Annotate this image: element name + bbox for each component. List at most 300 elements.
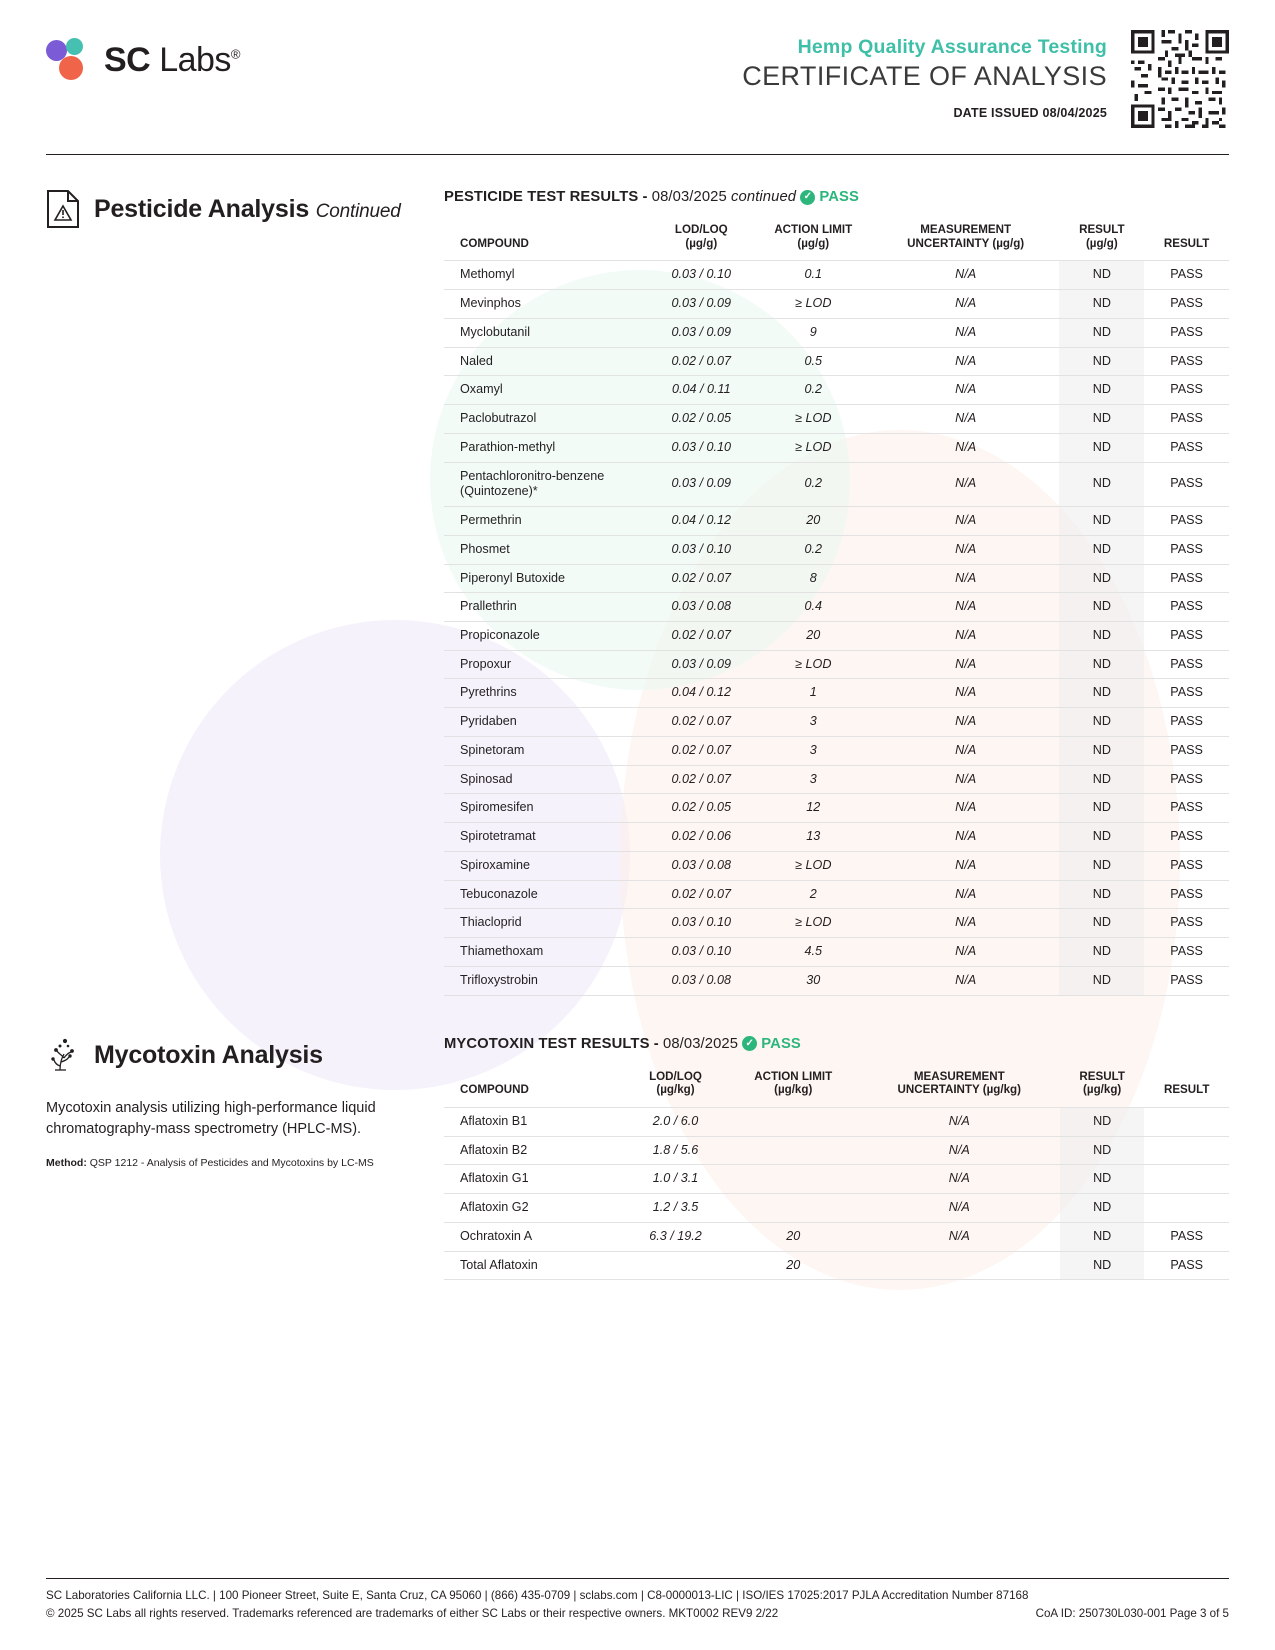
cell-measurement-uncertainty: N/A — [872, 823, 1060, 852]
table-row — [444, 507, 1229, 536]
cell-action-limit: ≥ LOD — [755, 650, 872, 679]
cell-measurement-uncertainty: N/A — [872, 376, 1060, 405]
mycotoxin-status-badge — [742, 1036, 801, 1052]
cell-lod-loq: 0.02 / 0.07 — [648, 708, 755, 737]
cell-result-status: PASS — [1144, 880, 1229, 909]
cell-action-limit: 20 — [755, 507, 872, 536]
cell-measurement-uncertainty: N/A — [872, 880, 1060, 909]
cell-result-status: PASS — [1144, 1251, 1229, 1280]
table-row — [444, 1251, 1229, 1280]
cell-compound: Tebuconazole — [444, 880, 648, 909]
cell-measurement-uncertainty: N/A — [872, 938, 1060, 967]
cell-compound: Propiconazole — [444, 621, 648, 650]
table-row — [444, 535, 1229, 564]
cell-action-limit: 9 — [755, 318, 872, 347]
cell-measurement-uncertainty: N/A — [872, 261, 1060, 290]
mycotoxin-results-table — [444, 1066, 1229, 1281]
cell-action-limit: 0.4 — [755, 593, 872, 622]
col-compound: COMPOUND — [460, 236, 529, 250]
cell-lod-loq: 0.03 / 0.10 — [648, 261, 755, 290]
cell-result-status: PASS — [1144, 794, 1229, 823]
table-row — [444, 966, 1229, 995]
cell-compound: Piperonyl Butoxide — [444, 564, 648, 593]
table-row — [444, 290, 1229, 319]
cell-result-status: PASS — [1144, 462, 1229, 506]
cell-result-status: PASS — [1144, 290, 1229, 319]
check-circle-icon: ✓ — [742, 1036, 757, 1051]
cell-action-limit: ≥ LOD — [755, 433, 872, 462]
table-header-row — [444, 1066, 1229, 1108]
cell-action-limit: 12 — [755, 794, 872, 823]
footer-line-2 — [46, 1605, 1229, 1622]
cell-lod-loq: 0.02 / 0.07 — [648, 347, 755, 376]
cell-measurement-uncertainty: N/A — [859, 1107, 1060, 1136]
cell-measurement-uncertainty: N/A — [859, 1165, 1060, 1194]
table-row — [444, 851, 1229, 880]
cell-compound: Aflatoxin G2 — [444, 1194, 623, 1223]
cell-lod-loq: 0.03 / 0.09 — [648, 318, 755, 347]
cell-action-limit: ≥ LOD — [755, 405, 872, 434]
cell-action-limit: 8 — [755, 564, 872, 593]
cell-action-limit: 0.2 — [755, 462, 872, 506]
sc-labs-logo-icon — [46, 38, 92, 82]
cell-result-value: ND — [1059, 880, 1144, 909]
pesticide-status-text: PASS — [819, 189, 859, 206]
mycotoxin-section — [46, 1036, 1229, 1281]
pesticide-status-badge — [800, 189, 859, 205]
cell-result-status: PASS — [1144, 621, 1229, 650]
page-header — [46, 0, 1229, 142]
cell-result-value: ND — [1059, 261, 1144, 290]
cell-compound: Thiamethoxam — [444, 938, 648, 967]
footer-address: SC Laboratories California LLC. | 100 Pioneer Street, Suite E, Santa Cruz, CA 95060 | (866) 435-0709 | sclabs.com | C8-0000013-LIC | ISO/IES 17025:2017 PJLA Accreditation Number 87168 — [46, 1589, 1029, 1603]
pesticide-section — [46, 189, 1229, 996]
cell-lod-loq: 0.03 / 0.09 — [648, 290, 755, 319]
cell-measurement-uncertainty: N/A — [872, 765, 1060, 794]
pesticide-results-header — [444, 189, 1229, 205]
table-row — [444, 708, 1229, 737]
cell-lod-loq: 0.03 / 0.09 — [648, 462, 755, 506]
footer-copyright: © 2025 SC Labs all rights reserved. Trademarks referenced are trademarks of either SC Labs or their respective owners. MKT0002 REV9 2/22 — [46, 1606, 779, 1620]
cell-result-value: ND — [1059, 376, 1144, 405]
cell-result-value: ND — [1059, 736, 1144, 765]
cell-compound: Oxamyl — [444, 376, 648, 405]
brand-wordmark — [104, 41, 240, 80]
table-row — [444, 736, 1229, 765]
cell-lod-loq: 0.03 / 0.10 — [648, 909, 755, 938]
cell-lod-loq: 0.03 / 0.10 — [648, 938, 755, 967]
cell-compound: Pyrethrins — [444, 679, 648, 708]
mycotoxin-method-text: QSP 1212 - Analysis of Pesticides and Mycotoxins by LC-MS — [89, 1156, 374, 1169]
cell-compound: Prallethrin — [444, 593, 648, 622]
cell-result-status: PASS — [1144, 765, 1229, 794]
cell-result-status: PASS — [1144, 593, 1229, 622]
table-row — [444, 650, 1229, 679]
mycotoxin-results-label: MYCOTOXIN TEST RESULTS - — [444, 1035, 659, 1052]
cell-result-status: PASS — [1144, 564, 1229, 593]
qr-code-icon[interactable] — [1131, 30, 1229, 128]
cell-compound: Paclobutrazol — [444, 405, 648, 434]
cell-compound: Trifloxystrobin — [444, 966, 648, 995]
cell-compound: Aflatoxin B2 — [444, 1136, 623, 1165]
cell-lod-loq: 1.8 / 5.6 — [623, 1136, 728, 1165]
col-mu-unit: UNCERTAINTY (µg/kg) — [897, 1083, 1021, 1097]
cell-result-value: ND — [1059, 535, 1144, 564]
cell-compound: Spiromesifen — [444, 794, 648, 823]
cell-action-limit: 0.5 — [755, 347, 872, 376]
cell-result-status: PASS — [1144, 535, 1229, 564]
footer-line-1 — [46, 1587, 1229, 1604]
cell-measurement-uncertainty: N/A — [872, 679, 1060, 708]
cell-result-value: ND — [1059, 679, 1144, 708]
mycotoxin-description: Mycotoxin analysis utilizing high-performance liquid chromatography-mass spectrometry (HPLC-MS). — [46, 1099, 376, 1137]
cell-action-limit: 0.2 — [755, 535, 872, 564]
cell-result-value: ND — [1059, 938, 1144, 967]
col-mu-label: MEASUREMENT — [913, 1069, 1005, 1083]
col-lod-loq-unit: (µg/kg) — [656, 1083, 695, 1097]
col-action-limit — [728, 1066, 859, 1108]
table-row — [444, 1222, 1229, 1251]
cell-action-limit: ≥ LOD — [755, 851, 872, 880]
table-row — [444, 433, 1229, 462]
cell-result-value: ND — [1059, 708, 1144, 737]
date-issued: DATE ISSUED 08/04/2025 — [953, 106, 1107, 120]
cell-result-status: PASS — [1144, 507, 1229, 536]
mycotoxin-section-left — [46, 1036, 444, 1281]
pesticide-section-right — [444, 189, 1229, 996]
col-measurement-uncertainty — [872, 219, 1060, 261]
pesticide-results-table — [444, 219, 1229, 995]
footer-coa-id: CoA ID: 250730L030-001 Page 3 of 5 — [1035, 1606, 1229, 1620]
cell-result-status: PASS — [1144, 261, 1229, 290]
cell-measurement-uncertainty: N/A — [872, 347, 1060, 376]
table-row — [444, 1136, 1229, 1165]
cell-compound: Pyridaben — [444, 708, 648, 737]
cell-lod-loq: 0.02 / 0.07 — [648, 765, 755, 794]
brand-sub: Labs — [159, 40, 231, 79]
col-lod-loq-label: LOD/LOQ — [649, 1069, 702, 1083]
mycotoxin-section-right — [444, 1036, 1229, 1281]
cell-lod-loq: 0.03 / 0.08 — [648, 593, 755, 622]
cell-action-limit: 3 — [755, 765, 872, 794]
cell-action-limit: 1 — [755, 679, 872, 708]
col-action-limit-unit: (µg/g) — [797, 236, 830, 250]
cell-action-limit: 0.2 — [755, 376, 872, 405]
cell-lod-loq: 1.2 / 3.5 — [623, 1194, 728, 1223]
cell-result-value: ND — [1059, 462, 1144, 506]
col-result-value — [1060, 1066, 1145, 1108]
cell-compound: Spiroxamine — [444, 851, 648, 880]
cell-measurement-uncertainty: N/A — [872, 507, 1060, 536]
cell-lod-loq: 0.02 / 0.05 — [648, 794, 755, 823]
header-titles — [240, 26, 1131, 120]
mycotoxin-results-date: 08/03/2025 — [663, 1035, 739, 1052]
cell-result-status — [1144, 1165, 1229, 1194]
mycotoxin-table-body — [444, 1107, 1229, 1279]
cell-result-value: ND — [1059, 823, 1144, 852]
cell-action-limit — [728, 1194, 859, 1223]
cell-result-value: ND — [1059, 621, 1144, 650]
cell-measurement-uncertainty: N/A — [872, 318, 1060, 347]
cell-result-status: PASS — [1144, 909, 1229, 938]
cell-compound: Spinetoram — [444, 736, 648, 765]
cell-result-status: PASS — [1144, 1222, 1229, 1251]
cell-action-limit: 0.1 — [755, 261, 872, 290]
cell-action-limit: ≥ LOD — [755, 909, 872, 938]
table-row — [444, 318, 1229, 347]
cell-compound: Aflatoxin B1 — [444, 1107, 623, 1136]
cell-measurement-uncertainty: N/A — [872, 621, 1060, 650]
brand-main: SC — [104, 40, 151, 79]
pesticide-section-left — [46, 189, 444, 996]
cell-result-value: ND — [1060, 1165, 1145, 1194]
cell-measurement-uncertainty: N/A — [872, 851, 1060, 880]
col-result-value-unit: (µg/kg) — [1083, 1083, 1122, 1097]
cell-action-limit: 20 — [755, 621, 872, 650]
cell-action-limit: 20 — [728, 1222, 859, 1251]
cell-compound: Mevinphos — [444, 290, 648, 319]
col-result-value-label: RESULT — [1079, 223, 1125, 237]
cell-result-status: PASS — [1144, 405, 1229, 434]
cell-action-limit: 13 — [755, 823, 872, 852]
cell-lod-loq: 0.04 / 0.11 — [648, 376, 755, 405]
cell-lod-loq: 0.03 / 0.10 — [648, 535, 755, 564]
pesticide-title-continued: Continued — [315, 200, 401, 222]
cell-measurement-uncertainty: N/A — [872, 462, 1060, 506]
cell-result-status: PASS — [1144, 708, 1229, 737]
cell-compound: Aflatoxin G1 — [444, 1165, 623, 1194]
cell-measurement-uncertainty: N/A — [859, 1136, 1060, 1165]
table-row — [444, 880, 1229, 909]
col-lod-loq — [623, 1066, 728, 1108]
table-row — [444, 564, 1229, 593]
cell-measurement-uncertainty: N/A — [872, 794, 1060, 823]
cell-result-status: PASS — [1144, 347, 1229, 376]
cell-result-value: ND — [1060, 1136, 1145, 1165]
cell-compound: Thiacloprid — [444, 909, 648, 938]
cell-measurement-uncertainty: N/A — [872, 909, 1060, 938]
pesticide-table-head — [444, 219, 1229, 261]
cell-action-limit — [728, 1107, 859, 1136]
mold-spore-icon — [46, 1036, 80, 1076]
cell-result-value: ND — [1059, 564, 1144, 593]
col-mu-unit: UNCERTAINTY (µg/g) — [907, 236, 1025, 250]
cell-measurement-uncertainty: N/A — [872, 966, 1060, 995]
cell-lod-loq: 6.3 / 19.2 — [623, 1222, 728, 1251]
cell-action-limit: 30 — [755, 966, 872, 995]
cell-measurement-uncertainty: N/A — [872, 433, 1060, 462]
cell-lod-loq: 0.03 / 0.08 — [648, 851, 755, 880]
cell-lod-loq: 0.02 / 0.05 — [648, 405, 755, 434]
cell-compound: Pentachloronitro-benzene (Quintozene)* — [444, 462, 648, 506]
table-row — [444, 823, 1229, 852]
cell-compound: Spirotetramat — [444, 823, 648, 852]
cell-result-status — [1144, 1194, 1229, 1223]
cell-compound: Spinosad — [444, 765, 648, 794]
cell-action-limit — [728, 1136, 859, 1165]
cell-lod-loq: 1.0 / 3.1 — [623, 1165, 728, 1194]
cell-lod-loq: 0.03 / 0.08 — [648, 966, 755, 995]
table-header-row — [444, 219, 1229, 261]
cell-result-status: PASS — [1144, 938, 1229, 967]
mycotoxin-method-label: Method: — [46, 1156, 87, 1169]
pesticide-section-title — [94, 195, 401, 224]
col-action-limit-label: ACTION LIMIT — [754, 1069, 833, 1083]
cell-measurement-uncertainty: N/A — [859, 1222, 1060, 1251]
col-lod-loq-unit: (µg/g) — [685, 236, 718, 250]
table-row — [444, 462, 1229, 506]
pesticide-results-continued: continued — [731, 189, 797, 205]
cell-compound: Propoxur — [444, 650, 648, 679]
cell-action-limit: ≥ LOD — [755, 290, 872, 319]
cell-measurement-uncertainty: N/A — [872, 564, 1060, 593]
cell-lod-loq: 0.03 / 0.10 — [648, 433, 755, 462]
cell-lod-loq: 0.04 / 0.12 — [648, 679, 755, 708]
cell-lod-loq: 0.02 / 0.07 — [648, 880, 755, 909]
cell-result-value: ND — [1060, 1222, 1145, 1251]
cell-compound: Myclobutanil — [444, 318, 648, 347]
cell-result-value: ND — [1059, 318, 1144, 347]
cell-result-value: ND — [1060, 1251, 1145, 1280]
mycotoxin-section-title: Mycotoxin Analysis — [94, 1041, 323, 1070]
cell-result-status: PASS — [1144, 679, 1229, 708]
pesticide-results-date: 08/03/2025 — [651, 189, 727, 205]
cell-lod-loq: 2.0 / 6.0 — [623, 1107, 728, 1136]
table-row — [444, 621, 1229, 650]
table-row — [444, 347, 1229, 376]
cell-result-status: PASS — [1144, 433, 1229, 462]
col-result-value-unit: (µg/g) — [1085, 236, 1118, 250]
mycotoxin-table-head — [444, 1066, 1229, 1108]
cell-action-limit: 3 — [755, 736, 872, 765]
cell-action-limit: 2 — [755, 880, 872, 909]
cell-result-status — [1144, 1136, 1229, 1165]
cell-compound: Phosmet — [444, 535, 648, 564]
cell-result-status: PASS — [1144, 851, 1229, 880]
cell-result-value: ND — [1059, 966, 1144, 995]
table-row — [444, 1107, 1229, 1136]
cell-measurement-uncertainty: N/A — [872, 405, 1060, 434]
cell-lod-loq: 0.03 / 0.09 — [648, 650, 755, 679]
col-lod-loq — [648, 219, 755, 261]
cell-compound: Methomyl — [444, 261, 648, 290]
table-row — [444, 765, 1229, 794]
cell-compound: Total Aflatoxin — [444, 1251, 623, 1280]
cell-compound: Parathion-methyl — [444, 433, 648, 462]
table-row — [444, 938, 1229, 967]
cell-measurement-uncertainty: N/A — [872, 708, 1060, 737]
pesticide-document-icon — [46, 189, 80, 229]
mycotoxin-results-header — [444, 1036, 1229, 1052]
cell-result-status: PASS — [1144, 318, 1229, 347]
cell-result-value: ND — [1059, 593, 1144, 622]
cell-measurement-uncertainty: N/A — [872, 290, 1060, 319]
cell-measurement-uncertainty: N/A — [872, 736, 1060, 765]
cell-result-value: ND — [1059, 507, 1144, 536]
header-divider — [46, 154, 1229, 155]
cell-measurement-uncertainty: N/A — [859, 1194, 1060, 1223]
table-row — [444, 593, 1229, 622]
cell-measurement-uncertainty: N/A — [872, 593, 1060, 622]
cell-lod-loq: 0.02 / 0.07 — [648, 736, 755, 765]
table-row — [444, 1194, 1229, 1223]
table-row — [444, 1165, 1229, 1194]
pesticide-table-body — [444, 261, 1229, 995]
mycotoxin-status-text: PASS — [761, 1035, 801, 1052]
cell-result-status — [1144, 1107, 1229, 1136]
cell-result-value: ND — [1059, 347, 1144, 376]
table-row — [444, 909, 1229, 938]
sc-labs-logo — [46, 26, 240, 82]
cell-result-value: ND — [1059, 433, 1144, 462]
cell-action-limit: 3 — [755, 708, 872, 737]
cell-result-status: PASS — [1144, 823, 1229, 852]
cell-result-value: ND — [1059, 650, 1144, 679]
mycotoxin-method — [46, 1156, 426, 1171]
table-row — [444, 261, 1229, 290]
table-row — [444, 794, 1229, 823]
cell-result-value: ND — [1059, 405, 1144, 434]
table-row — [444, 679, 1229, 708]
pesticide-section-heading — [46, 189, 426, 229]
page-footer — [46, 1570, 1229, 1622]
cell-result-value: ND — [1059, 290, 1144, 319]
cell-compound: Ochratoxin A — [444, 1222, 623, 1251]
cell-result-value: ND — [1059, 794, 1144, 823]
col-result-value — [1059, 219, 1144, 261]
col-action-limit-label: ACTION LIMIT — [774, 223, 853, 237]
cell-result-status: PASS — [1144, 376, 1229, 405]
col-mu-label: MEASUREMENT — [920, 223, 1012, 237]
col-result-value-label: RESULT — [1079, 1069, 1125, 1083]
footer-divider — [46, 1578, 1229, 1579]
cell-result-status: PASS — [1144, 736, 1229, 765]
col-measurement-uncertainty — [859, 1066, 1060, 1108]
cell-action-limit — [728, 1165, 859, 1194]
cell-result-value: ND — [1060, 1194, 1145, 1223]
program-title: Hemp Quality Assurance Testing — [797, 36, 1107, 58]
cell-measurement-uncertainty: N/A — [872, 535, 1060, 564]
cell-action-limit: 20 — [728, 1251, 859, 1280]
col-result-status: RESULT — [1163, 236, 1210, 250]
cell-lod-loq: 0.02 / 0.07 — [648, 564, 755, 593]
cell-measurement-uncertainty: N/A — [872, 650, 1060, 679]
cell-measurement-uncertainty — [859, 1251, 1060, 1280]
cell-lod-loq: 0.02 / 0.07 — [648, 621, 755, 650]
col-action-limit — [755, 219, 872, 261]
cell-result-status: PASS — [1144, 966, 1229, 995]
mycotoxin-section-heading — [46, 1036, 426, 1076]
cell-lod-loq: 0.04 / 0.12 — [648, 507, 755, 536]
cell-result-value: ND — [1059, 851, 1144, 880]
cell-result-value: ND — [1059, 765, 1144, 794]
page-title: CERTIFICATE OF ANALYSIS — [742, 61, 1107, 91]
pesticide-title-text: Pesticide Analysis — [94, 194, 310, 223]
cell-result-status: PASS — [1144, 650, 1229, 679]
cell-action-limit: 4.5 — [755, 938, 872, 967]
check-circle-icon: ✓ — [800, 190, 815, 205]
cell-result-value: ND — [1059, 909, 1144, 938]
table-row — [444, 405, 1229, 434]
cell-compound: Naled — [444, 347, 648, 376]
cell-lod-loq: 0.02 / 0.06 — [648, 823, 755, 852]
cell-lod-loq — [623, 1251, 728, 1280]
cell-result-value: ND — [1060, 1107, 1145, 1136]
col-action-limit-unit: (µg/kg) — [774, 1083, 813, 1097]
col-result-status: RESULT — [1163, 1083, 1210, 1097]
col-compound: COMPOUND — [460, 1083, 529, 1097]
cell-compound: Permethrin — [444, 507, 648, 536]
